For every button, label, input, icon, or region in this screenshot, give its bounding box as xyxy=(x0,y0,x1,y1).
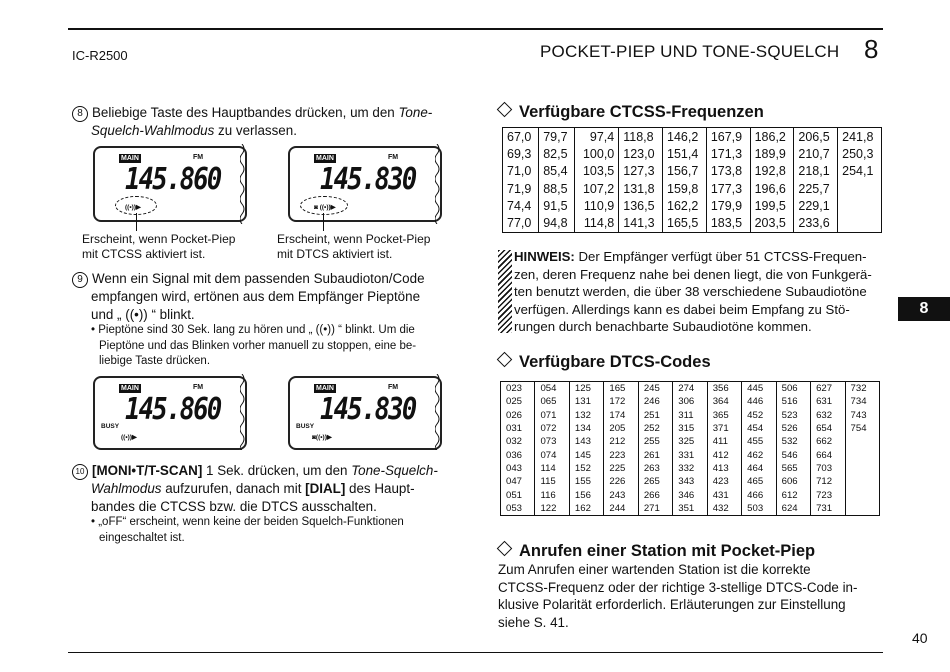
table-cell: 265 xyxy=(638,475,672,488)
caption-dtcs: Erscheint, wenn Pocket-Piep mit DTCS aktiviert ist. xyxy=(277,232,431,261)
step-9: 9 Wenn ein Signal mit dem passenden Subaudioton/Code empfangen wird, ertönen aus dem Empfänger Pieptöne und „ ((•)) “ blinkt. xyxy=(72,270,462,323)
table-cell: 226 xyxy=(604,475,638,488)
table-cell: 177,3 xyxy=(706,180,750,197)
table-cell: 047 xyxy=(501,475,535,488)
table-cell: 365 xyxy=(707,409,741,422)
table-cell: 243 xyxy=(604,488,638,501)
pocket-beep-icon: ◙ ((•))▶ xyxy=(314,204,336,211)
table-cell: 192,8 xyxy=(750,163,794,180)
frequency-readout: 145.830 xyxy=(320,392,416,427)
table-row xyxy=(501,395,880,408)
table-cell: 065 xyxy=(535,395,569,408)
table-cell: 173,8 xyxy=(706,163,750,180)
table-cell: 332 xyxy=(673,462,707,475)
table-cell: 245 xyxy=(638,382,672,396)
cut-edge-icon xyxy=(240,374,248,450)
highlight-ellipse xyxy=(300,196,348,215)
table-cell: 071 xyxy=(535,409,569,422)
table-cell: 100,0 xyxy=(575,145,619,162)
table-cell: 123,0 xyxy=(619,145,663,162)
ctcss-table xyxy=(502,127,882,233)
table-cell: 218,1 xyxy=(794,163,838,180)
table-cell: 143 xyxy=(569,435,603,448)
table-cell: 115 xyxy=(535,475,569,488)
cut-edge-icon xyxy=(435,374,443,450)
frequency-readout: 145.830 xyxy=(320,162,416,197)
table-cell: 107,2 xyxy=(575,180,619,197)
table-cell: 223 xyxy=(604,448,638,461)
table-cell: 212 xyxy=(604,435,638,448)
table-cell: 346 xyxy=(673,488,707,501)
table-cell: 77,0 xyxy=(503,214,539,232)
table-cell: 073 xyxy=(535,435,569,448)
frequency-readout: 145.860 xyxy=(125,392,221,427)
table-cell: 624 xyxy=(776,502,810,516)
table-cell: 466 xyxy=(742,488,776,501)
footer-rule xyxy=(68,652,883,653)
table-cell: 141,3 xyxy=(619,214,663,232)
table-cell: 627 xyxy=(811,382,845,396)
call-paragraph: Zum Anrufen einer wartenden Station ist die korrekte CTCSS-Frequenz oder der richtige 3-stellige DTCS-Code in- klusive Polarität erforderlich. Erläuterungen zur Einstellung siehe S. 41. xyxy=(498,562,858,630)
table-cell: 325 xyxy=(673,435,707,448)
table-cell: 712 xyxy=(811,475,845,488)
table-cell: 072 xyxy=(535,422,569,435)
table-cell: 371 xyxy=(707,422,741,435)
table-cell: 051 xyxy=(501,488,535,501)
table-row xyxy=(503,128,882,146)
step-number: 8 xyxy=(72,106,88,122)
table-cell: 431 xyxy=(707,488,741,501)
table-cell: 156 xyxy=(569,488,603,501)
table-row xyxy=(503,197,882,214)
table-row xyxy=(501,488,880,501)
table-cell: 146,2 xyxy=(663,128,707,146)
table-cell: 246 xyxy=(638,395,672,408)
table-cell: 156,7 xyxy=(663,163,707,180)
table-cell: 731 xyxy=(811,502,845,516)
busy-indicator: BUSY xyxy=(101,423,120,430)
table-row xyxy=(503,163,882,180)
table-cell: 186,2 xyxy=(750,128,794,146)
table-cell: 122 xyxy=(535,502,569,516)
table-cell: 162,2 xyxy=(663,197,707,214)
table-cell xyxy=(845,448,879,461)
table-cell: 734 xyxy=(845,395,879,408)
table-cell: 210,7 xyxy=(794,145,838,162)
table-cell: 445 xyxy=(742,382,776,396)
table-cell xyxy=(838,214,882,232)
table-row xyxy=(501,382,880,396)
step-8: 8 Beliebige Taste des Hauptbandes drücken, um den Tone- Squelch-Wahlmodus zu verlassen. xyxy=(72,104,462,140)
table-cell: 565 xyxy=(776,462,810,475)
busy-indicator: BUSY xyxy=(296,423,315,430)
side-chapter-tab[interactable]: 8 xyxy=(898,297,950,321)
table-cell: 025 xyxy=(501,395,535,408)
table-cell: 162 xyxy=(569,502,603,516)
table-cell: 241,8 xyxy=(838,128,882,146)
table-cell: 606 xyxy=(776,475,810,488)
table-cell: 523 xyxy=(776,409,810,422)
table-cell: 118,8 xyxy=(619,128,663,146)
table-cell: 88,5 xyxy=(539,180,575,197)
table-cell: 732 xyxy=(845,382,879,396)
hinweis-note: HINWEIS: Der Empfänger verfügt über 51 CTCSS-Frequen- zen, deren Frequenz nahe bei denen liegt, die von Funkgerä- ten benutzt werden, die über 38 verschiedene Subaudiotöne verfügen. Allerdings kann es dabei beim Empfang zu Stö- rungen durch benachbarte Subaudiotöne kommen. xyxy=(514,249,872,335)
table-cell xyxy=(838,197,882,214)
table-cell xyxy=(845,475,879,488)
table-cell: 134 xyxy=(569,422,603,435)
table-cell: 026 xyxy=(501,409,535,422)
table-cell: 074 xyxy=(535,448,569,461)
lcd-display-busy-dtcs: MAIN FM 145.830 BUSY ◙((•))▶ xyxy=(288,376,442,450)
chapter-number: 8 xyxy=(864,34,879,64)
call-heading: Anrufen einer Station mit Pocket-Piep xyxy=(496,542,815,561)
table-cell: 364 xyxy=(707,395,741,408)
table-cell: 261 xyxy=(638,448,672,461)
table-cell: 114 xyxy=(535,462,569,475)
frequency-readout: 145.860 xyxy=(125,162,221,197)
table-cell: 612 xyxy=(776,488,810,501)
table-cell: 053 xyxy=(501,502,535,516)
table-cell: 532 xyxy=(776,435,810,448)
pocket-beep-icon: ((•))▶ xyxy=(125,204,141,211)
header-rule xyxy=(68,28,883,30)
table-cell: 662 xyxy=(811,435,845,448)
table-row xyxy=(503,145,882,162)
table-row xyxy=(501,502,880,516)
table-cell: 465 xyxy=(742,475,776,488)
leader-line xyxy=(136,213,137,231)
table-cell: 452 xyxy=(742,409,776,422)
table-cell: 91,5 xyxy=(539,197,575,214)
table-cell: 69,3 xyxy=(503,145,539,162)
table-cell: 189,9 xyxy=(750,145,794,162)
step-10: 10 [MONI•T/T-SCAN] 1 Sek. drücken, um den Tone-Squelch- Wahlmodus aufzurufen, danach mit [DIAL] des Haupt- bandes die CTCSS bzw. die DTCS ausschalten. xyxy=(72,462,462,515)
table-cell: 206,5 xyxy=(794,128,838,146)
table-cell: 351 xyxy=(673,502,707,516)
table-cell: 71,9 xyxy=(503,180,539,197)
table-cell: 136,5 xyxy=(619,197,663,214)
table-cell: 315 xyxy=(673,422,707,435)
table-cell: 252 xyxy=(638,422,672,435)
table-cell: 271 xyxy=(638,502,672,516)
table-cell: 255 xyxy=(638,435,672,448)
table-cell: 233,6 xyxy=(794,214,838,232)
leader-line xyxy=(323,213,324,231)
pocket-beep-icon: ◙((•))▶ xyxy=(312,434,332,441)
table-cell: 251 xyxy=(638,409,672,422)
table-row xyxy=(501,475,880,488)
table-cell: 103,5 xyxy=(575,163,619,180)
table-cell: 412 xyxy=(707,448,741,461)
diamond-icon xyxy=(497,541,513,557)
table-cell: 516 xyxy=(776,395,810,408)
table-cell: 203,5 xyxy=(750,214,794,232)
diamond-icon xyxy=(497,102,513,118)
table-cell: 036 xyxy=(501,448,535,461)
table-cell: 151,4 xyxy=(663,145,707,162)
lcd-display-dtcs: MAIN FM 145.830 ◙ ((•))▶ xyxy=(288,146,442,222)
table-cell: 183,5 xyxy=(706,214,750,232)
table-cell: 131 xyxy=(569,395,603,408)
table-cell: 171,3 xyxy=(706,145,750,162)
dtcs-table xyxy=(500,381,880,516)
table-cell: 145 xyxy=(569,448,603,461)
table-cell: 79,7 xyxy=(539,128,575,146)
table-cell: 446 xyxy=(742,395,776,408)
table-cell xyxy=(845,502,879,516)
table-cell: 743 xyxy=(845,409,879,422)
pocket-beep-icon: ((•))▶ xyxy=(121,434,137,441)
diamond-icon xyxy=(497,352,513,368)
table-cell: 97,4 xyxy=(575,128,619,146)
table-cell: 031 xyxy=(501,422,535,435)
table-cell: 127,3 xyxy=(619,163,663,180)
table-cell: 043 xyxy=(501,462,535,475)
table-cell: 023 xyxy=(501,382,535,396)
table-cell: 114,8 xyxy=(575,214,619,232)
table-cell: 225 xyxy=(604,462,638,475)
table-cell: 311 xyxy=(673,409,707,422)
table-cell: 546 xyxy=(776,448,810,461)
table-cell xyxy=(838,180,882,197)
table-cell: 85,4 xyxy=(539,163,575,180)
table-cell: 432 xyxy=(707,502,741,516)
table-cell: 054 xyxy=(535,382,569,396)
table-cell: 165,5 xyxy=(663,214,707,232)
table-cell: 356 xyxy=(707,382,741,396)
table-cell: 454 xyxy=(742,422,776,435)
table-cell: 464 xyxy=(742,462,776,475)
table-cell: 462 xyxy=(742,448,776,461)
table-cell: 331 xyxy=(673,448,707,461)
table-cell: 131,8 xyxy=(619,180,663,197)
table-cell: 266 xyxy=(638,488,672,501)
table-cell xyxy=(845,488,879,501)
table-cell: 413 xyxy=(707,462,741,475)
table-row xyxy=(503,180,882,197)
table-row xyxy=(501,409,880,422)
cut-edge-icon xyxy=(240,144,248,224)
table-cell: 74,4 xyxy=(503,197,539,214)
table-cell: 205 xyxy=(604,422,638,435)
page-number: 40 xyxy=(912,630,928,646)
table-cell xyxy=(845,435,879,448)
table-row xyxy=(501,448,880,461)
model-name: IC-R2500 xyxy=(72,48,128,63)
table-cell: 306 xyxy=(673,395,707,408)
table-cell: 723 xyxy=(811,488,845,501)
table-cell: 94,8 xyxy=(539,214,575,232)
caption-ctcss: Erscheint, wenn Pocket-Piep mit CTCSS aktiviert ist. xyxy=(82,232,236,261)
table-cell: 199,5 xyxy=(750,197,794,214)
table-cell xyxy=(845,462,879,475)
table-cell: 67,0 xyxy=(503,128,539,146)
table-cell: 179,9 xyxy=(706,197,750,214)
table-row xyxy=(501,422,880,435)
table-cell: 503 xyxy=(742,502,776,516)
table-cell: 703 xyxy=(811,462,845,475)
table-cell: 174 xyxy=(604,409,638,422)
table-cell: 167,9 xyxy=(706,128,750,146)
table-row xyxy=(503,214,882,232)
table-cell: 254,1 xyxy=(838,163,882,180)
table-cell: 244 xyxy=(604,502,638,516)
cut-edge-icon xyxy=(435,144,443,224)
dtcs-heading: Verfügbare DTCS-Codes xyxy=(496,353,711,372)
bullet-10: • „oFF“ erscheint, wenn keine der beiden Squelch-Funktionen eingeschaltet ist. xyxy=(91,516,404,544)
table-cell: 71,0 xyxy=(503,163,539,180)
table-cell: 152 xyxy=(569,462,603,475)
table-cell: 343 xyxy=(673,475,707,488)
table-cell: 225,7 xyxy=(794,180,838,197)
table-cell: 526 xyxy=(776,422,810,435)
table-cell: 132 xyxy=(569,409,603,422)
table-cell: 411 xyxy=(707,435,741,448)
table-cell: 423 xyxy=(707,475,741,488)
ctcss-heading: Verfügbare CTCSS-Frequenzen xyxy=(496,103,764,122)
table-cell: 274 xyxy=(673,382,707,396)
lcd-display-busy-ctcss: MAIN FM 145.860 BUSY ((•))▶ xyxy=(93,376,247,450)
table-cell: 632 xyxy=(811,409,845,422)
table-cell: 82,5 xyxy=(539,145,575,162)
table-cell: 125 xyxy=(569,382,603,396)
table-cell: 754 xyxy=(845,422,879,435)
table-cell: 032 xyxy=(501,435,535,448)
table-cell: 664 xyxy=(811,448,845,461)
table-cell: 229,1 xyxy=(794,197,838,214)
table-cell: 654 xyxy=(811,422,845,435)
table-cell: 263 xyxy=(638,462,672,475)
note-hatch-marker xyxy=(498,250,512,333)
table-cell: 250,3 xyxy=(838,145,882,162)
table-cell: 110,9 xyxy=(575,197,619,214)
table-row xyxy=(501,435,880,448)
table-cell: 165 xyxy=(604,382,638,396)
table-cell: 455 xyxy=(742,435,776,448)
table-cell: 159,8 xyxy=(663,180,707,197)
table-cell: 116 xyxy=(535,488,569,501)
table-cell: 631 xyxy=(811,395,845,408)
table-cell: 196,6 xyxy=(750,180,794,197)
table-cell: 506 xyxy=(776,382,810,396)
lcd-display-ctcss: MAIN FM 145.860 ((•))▶ xyxy=(93,146,247,222)
bullet-9: • Pieptöne sind 30 Sek. lang zu hören und „ ((•)) “ blinkt. Um die Pieptöne und das Blinken vorher manuell zu stoppen, eine be- liebige Taste drücken. xyxy=(91,324,417,367)
table-cell: 155 xyxy=(569,475,603,488)
table-row xyxy=(501,462,880,475)
table-cell: 172 xyxy=(604,395,638,408)
chapter-title: POCKET-PIEP UND TONE-SQUELCH xyxy=(540,42,840,61)
